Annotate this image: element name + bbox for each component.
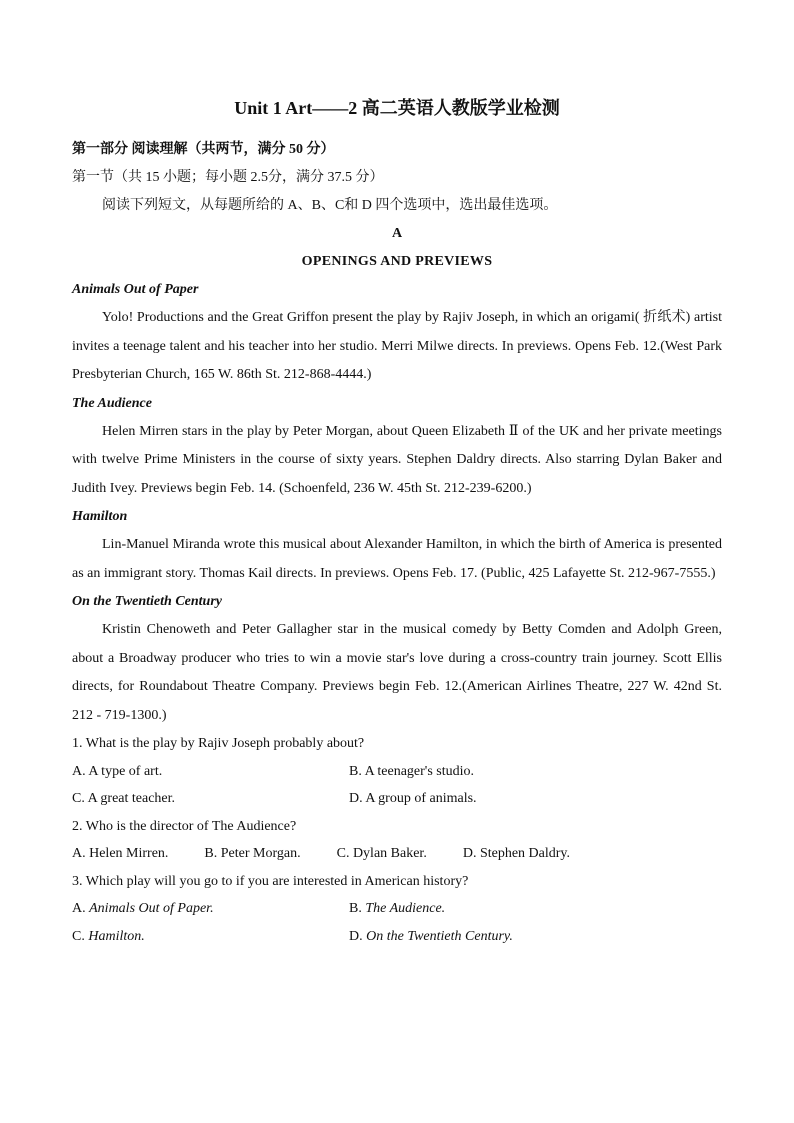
play-hamilton xyxy=(72,503,722,588)
play-description: Kristin Chenoweth and Peter Gallagher star in the musical comedy by Betty Comden and Adolph Green, about a Broadway producer who tries to win a movie star's love during a cross-country train journey. Scott Ellis directs, for Roundabout Theatre Company. Previews begin Feb. 12.(American Airlines Theatre, 227 W. 42nd St. 212 - 719-1300.) xyxy=(72,622,722,723)
option-letter: B. xyxy=(349,901,366,916)
question-stem: 3. Which play will you go to if you are interested in American history? xyxy=(72,873,469,889)
option-row xyxy=(72,785,722,813)
option-letter: A. xyxy=(72,901,90,916)
option-row xyxy=(72,758,722,786)
play-title: Animals Out of Paper xyxy=(72,282,199,297)
option-row xyxy=(72,840,722,868)
option-letter: D. xyxy=(349,928,367,944)
play-title: On the Twentieth Century xyxy=(72,594,223,609)
question-1 xyxy=(72,730,722,813)
passage-letter: A xyxy=(391,226,403,241)
option-a[interactable]: A. Helen Mirren. xyxy=(72,846,169,861)
option-c[interactable]: C. Dylan Baker. xyxy=(336,846,427,861)
play-description: Yolo! Productions and the Great Griffon present the play by Rajiv Joseph, in which an origami( 折纸术) artist invites a teenage talent and his teacher into her studio. Merri Milwe directs. In previews. Opens Feb. 12.(West Park Presbyterian Church, 165 W. 86th St. 212-868-4444.) xyxy=(72,310,722,382)
option-b[interactable] xyxy=(349,895,445,923)
option-text: The Audience. xyxy=(365,901,446,916)
option-row xyxy=(72,895,722,923)
option-letter: C. xyxy=(72,928,89,944)
play-title: Hamilton xyxy=(72,509,128,524)
option-b[interactable]: B. A teenager's studio. xyxy=(349,763,475,779)
option-text: Animals Out of Paper. xyxy=(89,901,214,916)
option-c[interactable] xyxy=(72,923,349,951)
option-a[interactable]: A. A type of art. xyxy=(72,763,163,779)
question-3 xyxy=(72,868,722,951)
play-animals-out-of-paper xyxy=(72,276,722,390)
play-on-the-twentieth-century xyxy=(72,588,722,730)
play-description: Helen Mirren stars in the play by Peter Morgan, about Queen Elizabeth Ⅱ of the UK and her private meetings with twelve Prime Ministers in the course of sixty years. Stephen Daldry directs. Also starring Dylan Baker and Judith Ivey. Previews begin Feb. 14. (Schoenfeld, 236 W. 45th St. 212-239-6200.) xyxy=(72,423,722,496)
option-d[interactable] xyxy=(349,923,513,951)
option-row xyxy=(72,923,722,951)
play-title: The Audience xyxy=(72,395,152,411)
option-text: Hamilton. xyxy=(88,928,145,944)
option-text: On the Twentieth Century. xyxy=(366,928,513,944)
option-b[interactable]: B. Peter Morgan. xyxy=(204,846,301,861)
section-heading: 第一节（共 15 小题；每小题 2.5分，满分 37.5 分） xyxy=(72,170,384,185)
document-title: Unit 1 Art——2 高二英语人教版学业检测 xyxy=(234,98,560,118)
passage-title: OPENINGS AND PREVIEWS xyxy=(301,254,493,269)
instruction-text: 阅读下列短文，从每题所给的 A、B、C和 D 四个选项中，选出最佳选项。 xyxy=(102,198,558,213)
option-a[interactable] xyxy=(72,895,349,923)
question-stem: 2. Who is the director of The Audience? xyxy=(72,818,297,834)
play-the-audience xyxy=(72,390,722,504)
document-page xyxy=(72,96,722,950)
option-d[interactable]: D. A group of animals. xyxy=(349,791,477,806)
question-stem: 1. What is the play by Rajiv Joseph probably about? xyxy=(72,736,365,751)
option-c[interactable]: C. A great teacher. xyxy=(72,791,176,806)
option-d[interactable]: D. Stephen Daldry. xyxy=(462,846,571,861)
play-description: Lin-Manuel Miranda wrote this musical about Alexander Hamilton, in which the birth of America is presented as an immigrant story. Thomas Kail directs. In previews. Opens Feb. 17. (Public, 425 Lafayette St. 212-967-7555.) xyxy=(72,537,722,581)
question-2 xyxy=(72,813,722,868)
part-heading: 第一部分 阅读理解（共两节，满分 50 分） xyxy=(72,142,335,157)
